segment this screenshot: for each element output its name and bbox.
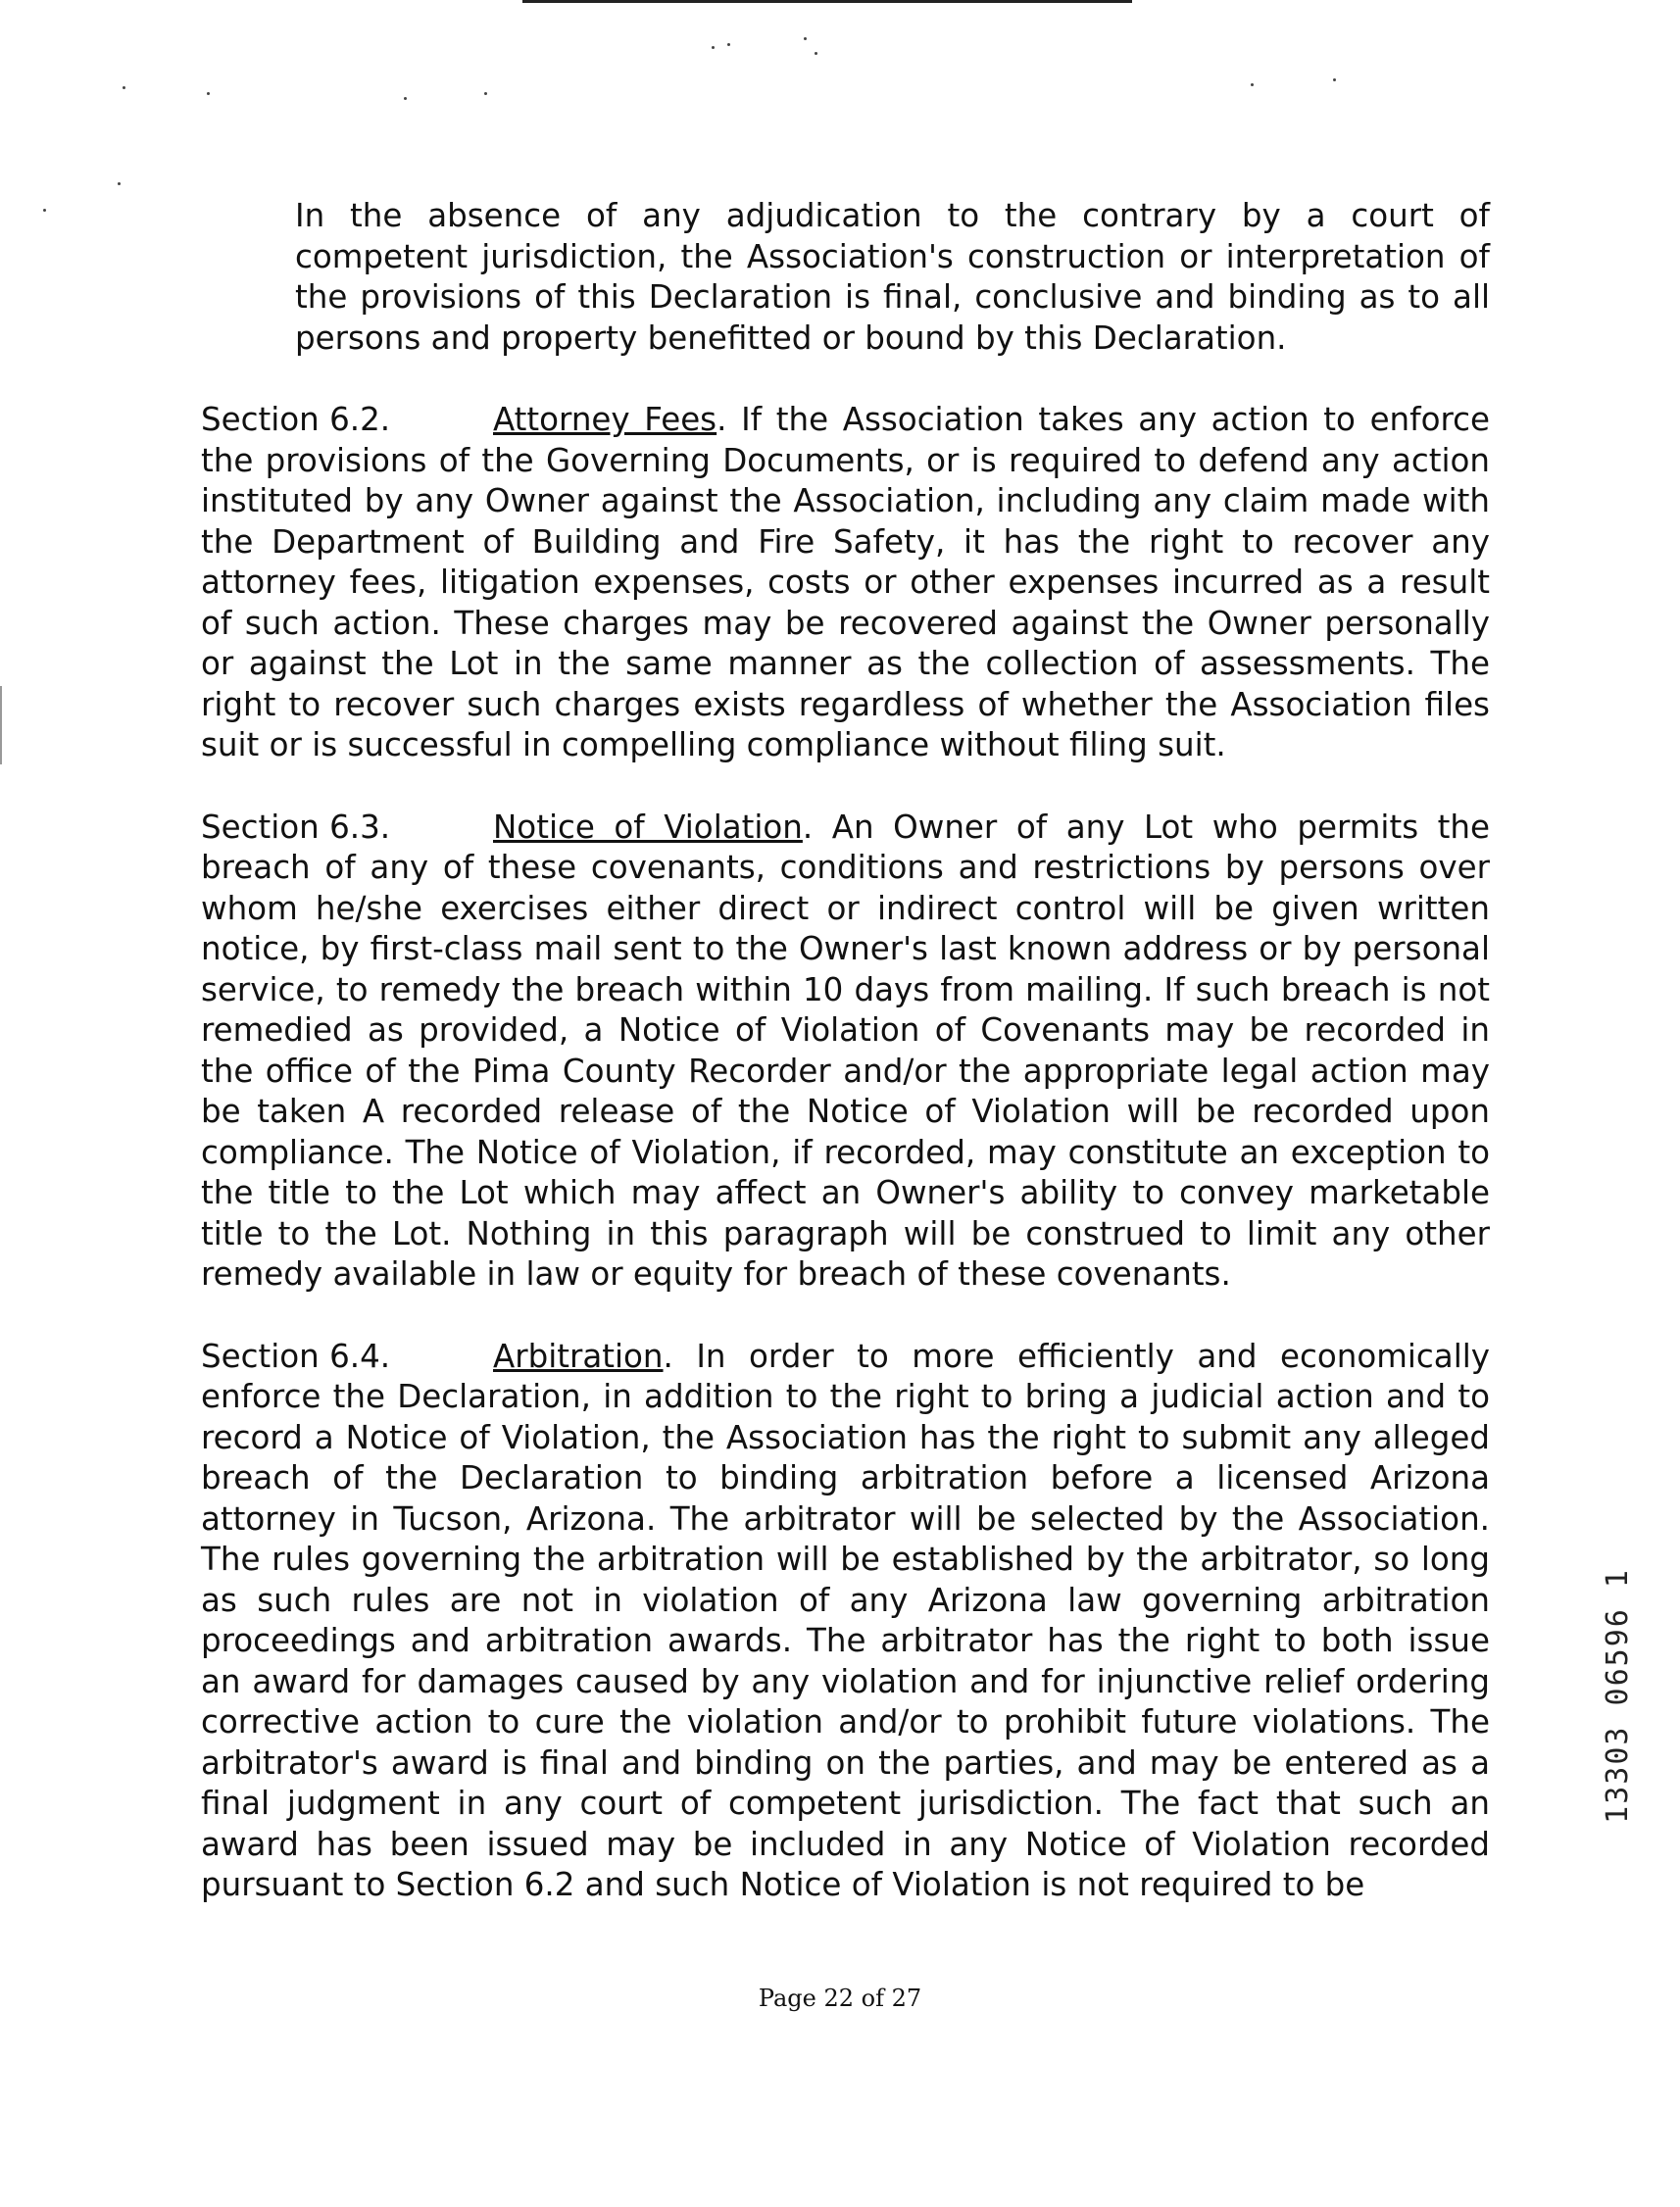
scan-speck <box>1251 83 1254 86</box>
scan-speck <box>207 92 210 95</box>
intro-paragraph: In the absence of any adjudication to the contrary by a court of competent jurisdiction, the Association's construction or interpretation of the provisions of this Declaration is final, conclusive and binding as to all persons and property benefitted or bound by this Declaration. <box>295 197 1490 357</box>
section-6-3 <box>201 808 1490 1296</box>
section-body: . An Owner of any Lot who permits the breach of any of these covenants, conditions and restrictions by persons over whom he/she exercises either direct or indirect control will be given written notice, by first-class mail sent to the Owner's last known address or by personal service, to remedy the breach within 10 days from mailing. If such breach is not remedied as provided, a Notice of Violation of Covenants may be recorded in the office of the Pima County Recorder and/or the appropriate legal action may be taken A recorded release of the Notice of Violation will be recorded upon compliance. The Notice of Violation, if recorded, may constitute an exception to the title to the Lot which may affect an Owner's ability to convey marketable title to the Lot. Nothing in this paragraph will be construed to limit any other remedy available in law or equity for breach of these covenants. <box>201 808 1491 1293</box>
scan-speck <box>727 43 730 46</box>
page-number: Page 22 of 27 <box>758 1985 922 2012</box>
section-number: Section 6.2. <box>201 401 391 438</box>
section-6-2 <box>201 400 1490 766</box>
section-title: Arbitration <box>493 1337 664 1375</box>
scan-speck <box>484 92 487 95</box>
document-body <box>201 196 1490 1947</box>
scan-speck <box>712 46 715 49</box>
section-paragraph <box>201 808 1490 1296</box>
section-body: . In order to more efficiently and economically enforce the Declaration, in addition to the right to bring a judicial action and to record a Notice of Violation, the Association has the right to submit any alleged breach of the Declaration to binding arbitration before a licensed Arizona attorney in Tucson, Arizona. The arbitrator will be selected by the Association. The rules governing the arbitration will be established by the arbitrator, so long as such rules are not in violation of any Arizona law governing arbitration proceedings and arbitration awards. The arbitrator has the right to both issue an award for damages caused by any violation and for injunctive relief ordering corrective action to cure the violation and/or to prohibit future violations. The arbitrator's award is final and binding on the parties, and may be entered as a final judgment in any court of competent jurisdiction. The fact that such an award has been issued may be included in any Notice of Violation recorded pursuant to Section 6.2 and such Notice of Violation is not required to be <box>201 1337 1490 1903</box>
section-number: Section 6.3. <box>201 808 391 846</box>
scan-speck <box>43 209 46 212</box>
section-6-4 <box>201 1337 1490 1906</box>
section-paragraph <box>201 1337 1490 1906</box>
scan-speck <box>804 37 807 40</box>
recorder-stamp: 13303 06596 1 <box>1601 1568 1635 1824</box>
section-paragraph <box>201 400 1490 766</box>
section-title: Notice of Violation <box>493 808 803 846</box>
section-number: Section 6.4. <box>201 1337 391 1375</box>
scan-speck <box>118 182 121 185</box>
scan-speck <box>404 97 407 100</box>
scan-speck <box>123 86 125 89</box>
scan-edge-mark <box>0 686 2 764</box>
top-rule <box>522 0 1132 3</box>
scan-speck <box>1333 78 1336 81</box>
scan-speck <box>815 52 817 55</box>
section-body: . If the Association takes any action to enforce the provisions of the Governing Documents, or is required to defend any action instituted by any Owner against the Association, including any claim made with the Department of Building and Fire Safety, it has the right to recover any attorney fees, litigation expenses, costs or other expenses incurred as a result of such action. These charges may be recovered against the Owner personally or against the Lot in the same manner as the collection of assessments. The right to recover such charges exists regardless of whether the Association files suit or is successful in compelling compliance without filing suit. <box>201 401 1490 763</box>
section-title: Attorney Fees <box>493 401 717 438</box>
